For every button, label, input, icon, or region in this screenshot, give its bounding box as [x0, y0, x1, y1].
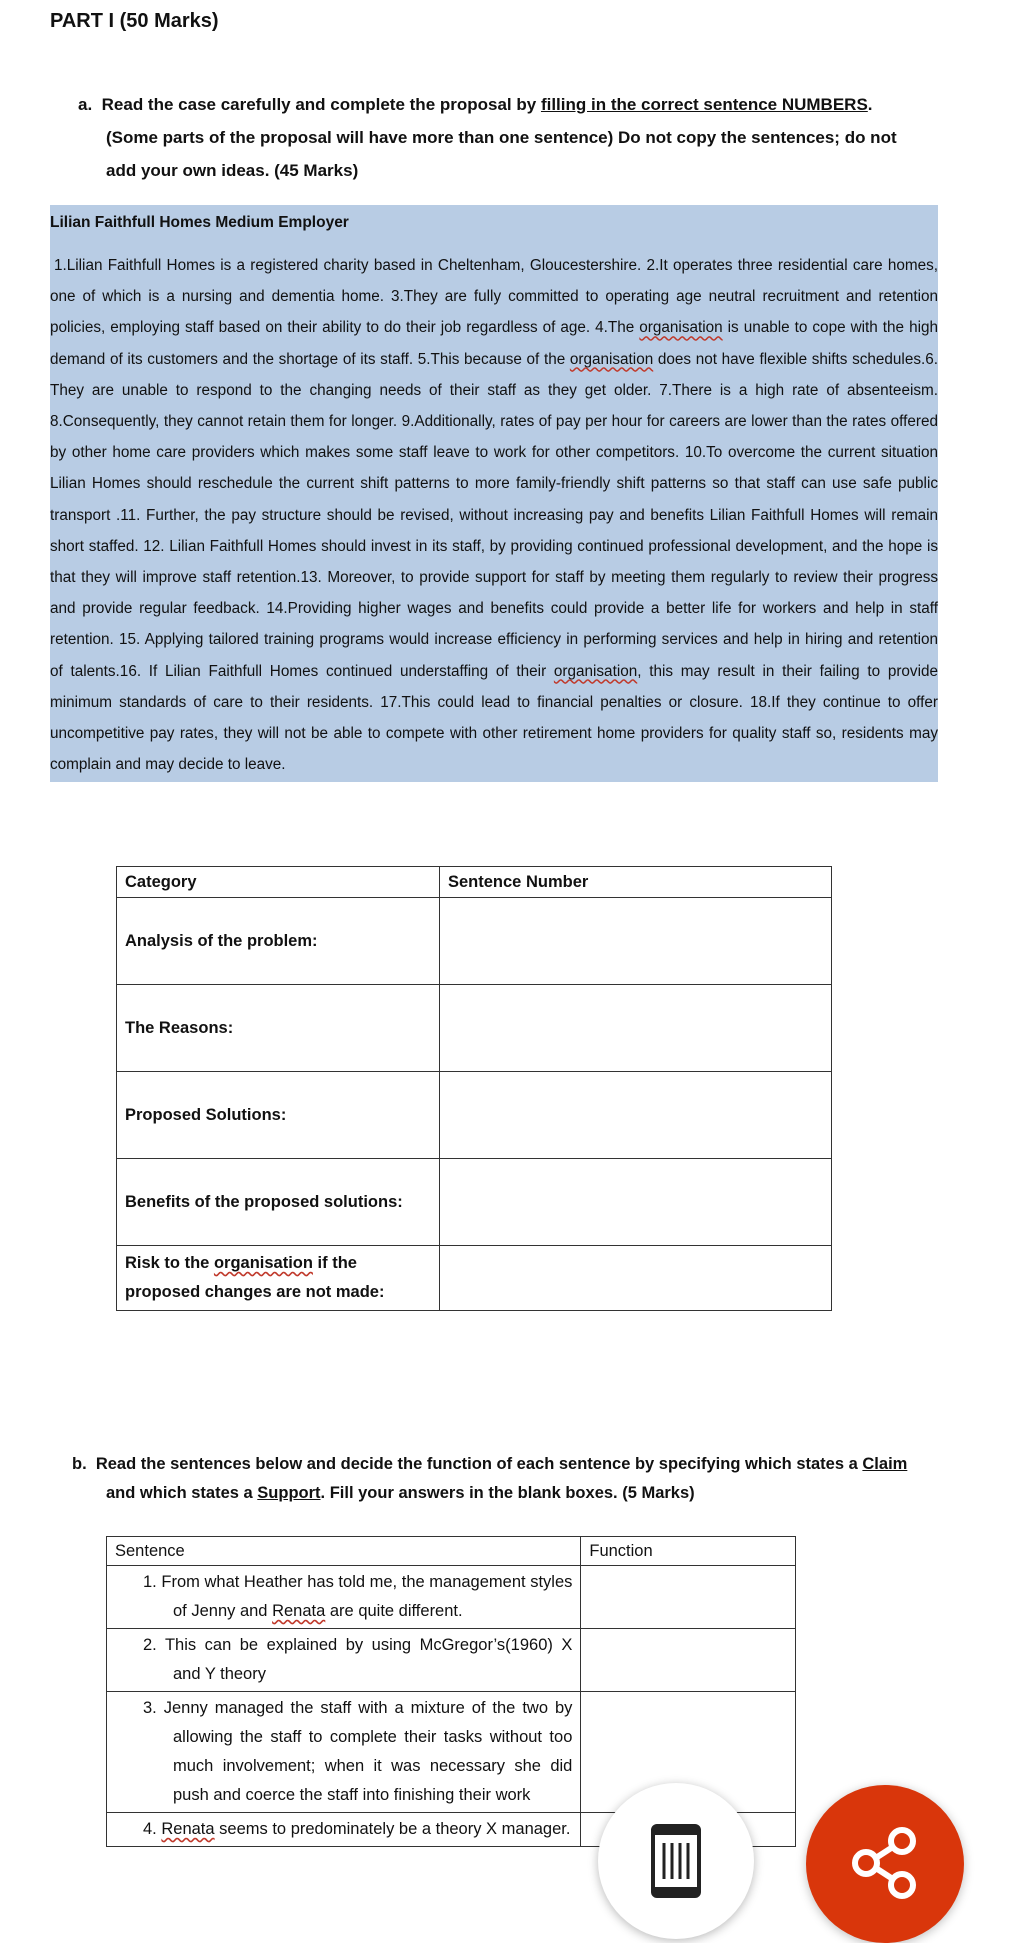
category-cell: Analysis of the problem:: [117, 898, 440, 985]
share-icon: [850, 1825, 920, 1901]
table-row: [117, 898, 832, 985]
table-row: [117, 1159, 832, 1246]
spellcheck-word: organisation: [639, 319, 723, 337]
answer-cell[interactable]: [440, 985, 832, 1072]
sentence-cell: 4. Renata seems to predominately be a theory X manager.: [107, 1813, 581, 1847]
function-cell[interactable]: [581, 1629, 796, 1692]
case-body: 1.Lilian Faithfull Homes is a registered charity based in Cheltenham, Gloucestershire. 2.It operates three residential care homes, one of which is a nursing and dementia home. 3.They are fully committed to operating age neutral recruitment and retention policies, employing staff based on their ability to do their job regardless of age. 4.The organisation is unable to cope with the high demand of its customers and the shortage of its staff. 5.This because of the organisation does not have flexible shifts schedules.6. They are unable to respond to the changing needs of their staff as they get older. 7.There is a high rate of absenteeism. 8.Consequently, they cannot retain them for longer. 9.Additionally, rates of pay per hour for careers are lower than the rates offered by other home care providers which makes some staff leave to work for other competitors. 10.To overcome the current situation Lilian Homes should reschedule the current shift patterns to more family-friendly shift patterns so that staff can use safe public transport .11. Further, the pay structure should be revised, without increasing pay and benefits Lilian Faithfull Homes will remain short staffed. 12. Lilian Faithfull Homes should invest in its staff, by providing continued professional development, and the hope is that they will improve staff retention.13. Moreover, to provide support for staff by meeting them regularly to review their progress and provide regular feedback. 14.Providing higher wages and benefits could provide a better life for workers and help in staff retention. 15. Applying tailored training programs would increase efficiency in performing services and help in hiring and retention of talents.16. If Lilian Faithfull Homes continued understaffing of their organisation, this may result in their failing to provide minimum standards of care to their residents. 17.This could lead to financial penalties or closure. 18.If they continue to offer uncompetitive pay rates, they will not be able to compete with other retirement home providers for quality staff so, residents may complain and may decide to leave.: [50, 257, 938, 774]
category-cell: Proposed Solutions:: [117, 1072, 440, 1159]
column-header-category: Category: [117, 867, 440, 898]
share-button[interactable]: [806, 1785, 964, 1943]
sentence-cell: 1. From what Heather has told me, the management styles of Jenny and Renata are quite different.: [107, 1566, 581, 1629]
column-header-sentence-number: Sentence Number: [440, 867, 832, 898]
table-row: [117, 1246, 832, 1311]
table-header-row: [107, 1537, 796, 1566]
document-view-button[interactable]: [598, 1783, 754, 1939]
table-row: [117, 985, 832, 1072]
sentence-cell: 2. This can be explained by using McGregor’s(1960) X and Y theory: [107, 1629, 581, 1692]
answer-cell[interactable]: [440, 898, 832, 985]
function-cell[interactable]: [581, 1566, 796, 1629]
table-row: [117, 1072, 832, 1159]
table-row: [107, 1566, 796, 1629]
proposal-table: [116, 866, 832, 1311]
spellcheck-word: organisation: [553, 662, 638, 680]
answer-cell[interactable]: [440, 1159, 832, 1246]
category-cell: Benefits of the proposed solutions:: [117, 1159, 440, 1246]
category-cell: The Reasons:: [117, 985, 440, 1072]
sentence-cell: 3. Jenny managed the staff with a mixture of the two by allowing the staff to complete their tasks without too much involvement; when it was necessary she did push and coerce the staff into finishing their work: [107, 1692, 581, 1813]
part-title: PART I (50 Marks): [50, 10, 219, 32]
case-title: Lilian Faithfull Homes Medium Employer: [50, 214, 349, 231]
document-icon: [650, 1823, 702, 1899]
answer-cell[interactable]: [440, 1072, 832, 1159]
column-header-sentence: Sentence: [107, 1537, 581, 1566]
category-cell: Risk to the organisation if the proposed changes are not made:: [117, 1246, 440, 1311]
answer-cell[interactable]: [440, 1246, 832, 1311]
spellcheck-word: organisation: [569, 350, 654, 368]
case-study-passage: [50, 205, 938, 782]
section-b-instructions: b. Read the sentences below and decide the function of each sentence by specifying which states a Claim and which states a Support. Fill your answers in the blank boxes. (5 Marks): [72, 1455, 908, 1502]
table-header-row: [117, 867, 832, 898]
section-a-instructions: a. Read the case carefully and complete the proposal by filling in the correct sentence NUMBERS. (Some parts of the proposal will have more than one sentence) Do not copy the sentences; do not add your own ideas. (45 Marks): [78, 95, 897, 180]
column-header-function: Function: [581, 1537, 796, 1566]
table-row: [107, 1629, 796, 1692]
